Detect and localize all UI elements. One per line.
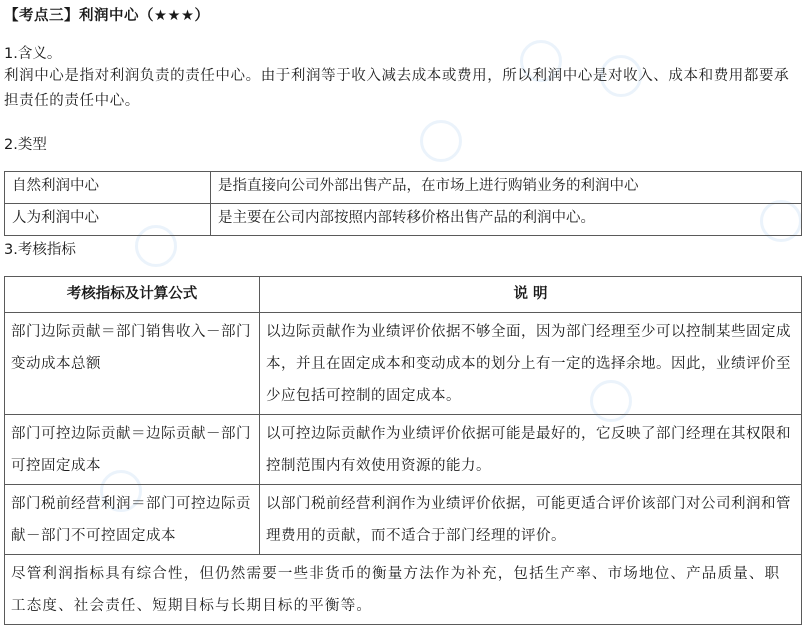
section-1-text: 利润中心是指对利润负责的责任中心。由于利润等于收入减去成本或费用，所以利润中心是对收入、成本和费用都要承担责任的责任中心。	[4, 68, 790, 109]
table-row	[5, 485, 802, 555]
page-title: 【考点三】利润中心（★★★）	[4, 8, 210, 24]
type-name: 人为利润中心	[5, 204, 211, 236]
table-row	[5, 172, 802, 204]
indicator-formula: 部门边际贡献＝部门销售收入－部门变动成本总额	[5, 313, 260, 415]
table-header-row	[5, 277, 802, 313]
type-desc: 是主要在公司内部按照内部转移价格出售产品的利润中心。	[211, 204, 802, 236]
section-2-label: 2.类型	[4, 137, 47, 153]
table-row	[5, 415, 802, 485]
types-table	[4, 171, 802, 236]
indicator-formula: 部门税前经营利润＝部门可控边际贡献－部门不可控固定成本	[5, 485, 260, 555]
indicator-desc: 以边际贡献作为业绩评价依据不够全面，因为部门经理至少可以控制某些固定成本，并且在固定成本和变动成本的划分上有一定的选择余地。因此，业绩评价至少应包括可控制的固定成本。	[260, 313, 802, 415]
section-3-label: 3.考核指标	[4, 242, 76, 258]
header-formula: 考核指标及计算公式	[5, 277, 260, 313]
section-1-label: 1.含义。	[4, 46, 62, 62]
indicator-desc: 以可控边际贡献作为业绩评价依据可能是最好的，它反映了部门经理在其权限和控制范围内有效使用资源的能力。	[260, 415, 802, 485]
indicator-desc: 以部门税前经营利润作为业绩评价依据，可能更适合评价该部门对公司利润和管理费用的贡献，而不适合于部门经理的评价。	[260, 485, 802, 555]
table-row	[5, 313, 802, 415]
type-desc: 是指直接向公司外部出售产品，在市场上进行购销业务的利润中心	[211, 172, 802, 204]
header-description: 说 明	[260, 277, 802, 313]
table-row	[5, 204, 802, 236]
type-name: 自然利润中心	[5, 172, 211, 204]
table-row	[5, 555, 802, 625]
indicator-note: 尽管利润指标具有综合性，但仍然需要一些非货币的衡量方法作为补充，包括生产率、市场地位、产品质量、职工态度、社会责任、短期目标与长期目标的平衡等。	[5, 555, 802, 625]
indicators-table	[4, 276, 802, 625]
indicator-formula: 部门可控边际贡献＝边际贡献－部门可控固定成本	[5, 415, 260, 485]
